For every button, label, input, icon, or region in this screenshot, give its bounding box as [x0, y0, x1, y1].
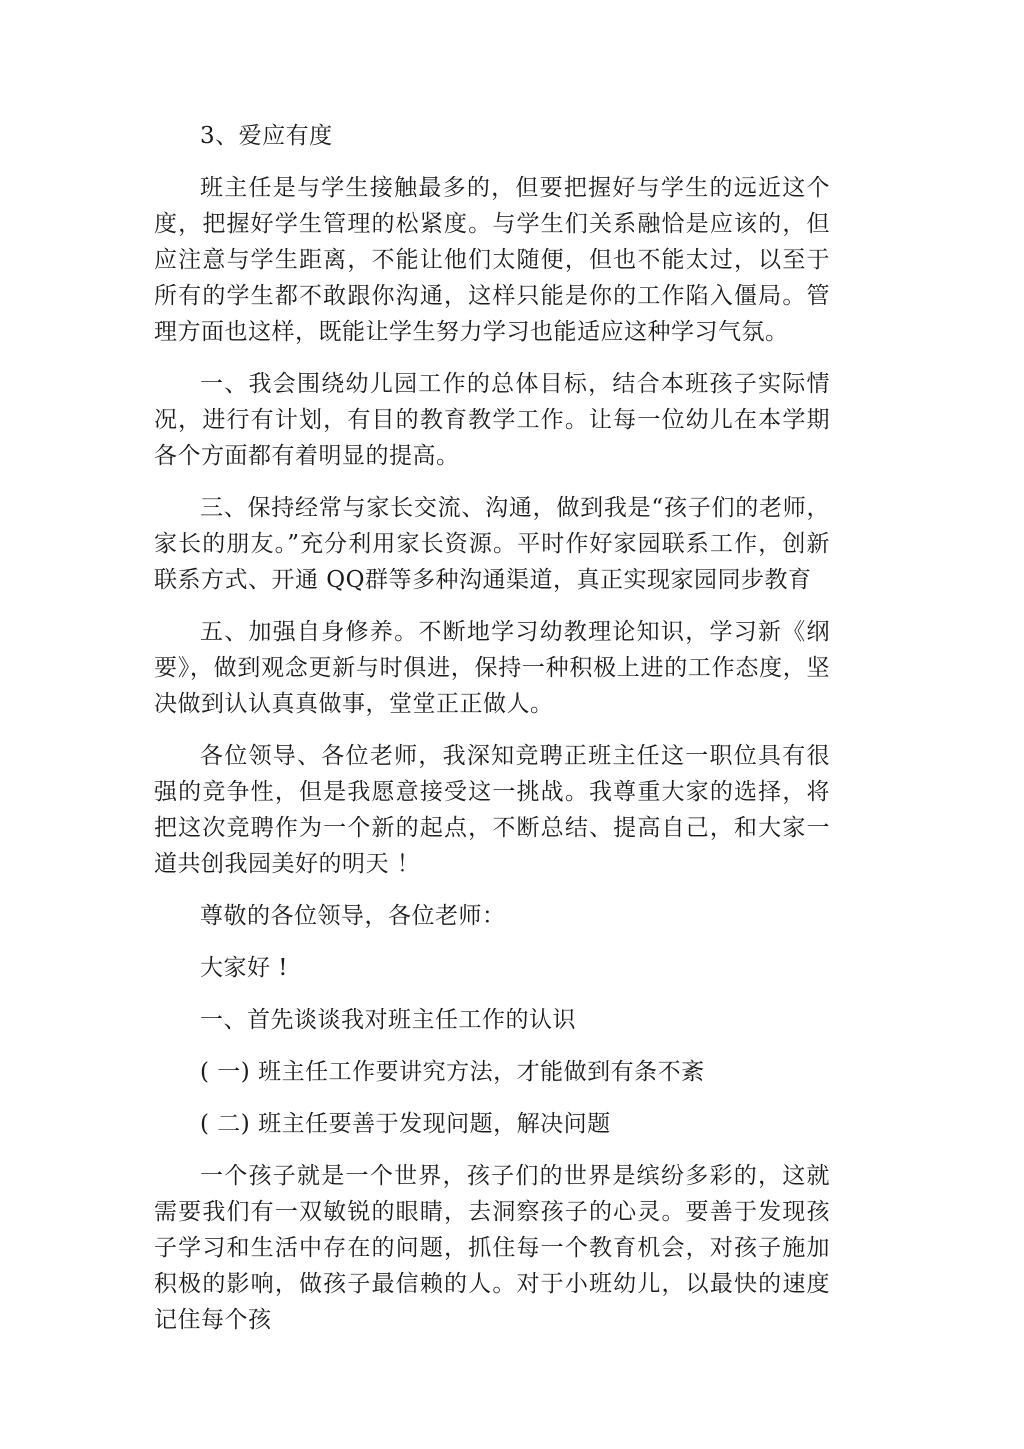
subheading-find-problems: ( 二) 班主任要善于发现问题，解决问题 [200, 1111, 611, 1137]
section-heading-understanding: 一、首先谈谈我对班主任工作的认识 [200, 1007, 576, 1033]
paragraph-teacher-distance: 班主任是与学生接触最多的，但要把握好与学生的远近这个度，把握好学生管理的松紧度。与学生们关系融恰是应该的，但应注意与学生距离，不能让他们太随便，但也不能太过，以至于所有的学生都不敢跟你沟通，这样只能是你的工作陷入僵局。管理方面也这样，既能让学生努力学习也能适应这种学习气氛。 [154, 175, 830, 345]
paragraph-item-five-self-improvement: 五、加强自身修养。不断地学习幼教理论知识，学习新《纲要》，做到观念更新与时俱进，保持一种积极上进的工作态度，坚决做到认认真真做事，堂堂正正做人。 [154, 619, 830, 717]
greeting-line: 大家好 ! [200, 955, 289, 981]
subheading-methods: ( 一) 班主任工作要讲究方法，才能做到有条不紊 [200, 1059, 705, 1085]
document-body [154, 118, 830, 1354]
section-heading-love-in-moderation: 3、爱应有度 [200, 123, 333, 149]
paragraph-item-three-parents: 三、保持经常与家长交流、沟通，做到我是“孩子们的老师，家长的朋友。”充分利用家长资源。平时作好家园联系工作，创新联系方式、开通 QQ群等多种沟通渠道，真正实现家园同步教育 [154, 495, 830, 593]
paragraph-closing-remarks: 各位领导、各位老师，我深知竞聘正班主任这一职位具有很强的竞争性，但是我愿意接受这一挑战。我尊重大家的选择，将把这次竞聘作为一个新的起点，不断总结、提高自己，和大家一道共创我园美好的明天 ！ [154, 743, 830, 877]
salutation-line: 尊敬的各位领导，各位老师： [200, 903, 506, 929]
paragraph-child-world: 一个孩子就是一个世界，孩子们的世界是缤纷多彩的，这就需要我们有一双敏锐的眼睛，去洞察孩子的心灵。要善于发现孩子学习和生活中存在的问题，抓住每一个教育机会，对孩子施加积极的影响，做孩子最信赖的人。对于小班幼儿，以最快的速度记住每个孩 [154, 1163, 830, 1333]
paragraph-item-one-goals: 一、我会围绕幼儿园工作的总体目标，结合本班孩子实际情况，进行有计划，有目的教育教学工作。让每一位幼儿在本学期各个方面都有着明显的提高。 [154, 371, 830, 469]
